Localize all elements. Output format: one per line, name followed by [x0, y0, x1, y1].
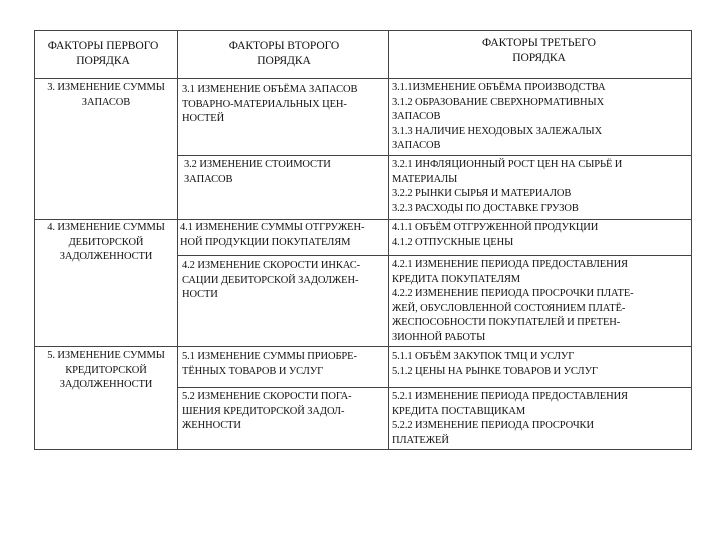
factor-5-2-second-order: 5.2 ИЗМЕНЕНИЕ СКОРОСТИ ПОГА- ШЕНИЯ КРЕДИТОРСКОЙ ЗАДОЛ- ЖЕННОСТИ: [182, 391, 352, 432]
factor-5-1-third-order: 5.1.1 ОБЪЁМ ЗАКУПОК ТМЦ И УСЛУГ 5.1.2 ЦЕНЫ НА РЫНКЕ ТОВАРОВ И УСЛУГ: [392, 351, 598, 377]
factor-3-2-second-order: 3.2 ИЗМЕНЕНИЕ СТОИМОСТИ ЗАПАСОВ: [184, 159, 331, 185]
header-divider: [34, 78, 692, 79]
row-3-subdivider: [177, 155, 692, 156]
factor-4-2-third-order: 4.2.1 ИЗМЕНЕНИЕ ПЕРИОДА ПРЕДОСТАВЛЕНИЯ КРЕДИТА ПОКУПАТЕЛЯМ 4.2.2 ИЗМЕНЕНИЕ ПЕРИОДА ПРОСРОЧКИ ПЛАТЕ- ЖЕЙ, ОБУСЛОВЛЕННОЙ СОСТОЯНИЕМ ПЛАТЁ- ЖЕСПОСОБНОСТИ ПОКУПАТЕЛЕЙ И ПРЕТЕН- ЗИОННОЙ РАБОТЫ: [392, 259, 634, 343]
factor-4-1-second-order: 4.1 ИЗМЕНЕНИЕ СУММЫ ОТГРУЖЕН- НОЙ ПРОДУКЦИИ ПОКУПАТЕЛЯМ: [180, 222, 365, 248]
factor-4-first-order: 4. ИЗМЕНЕНИЕ СУММЫ ДЕБИТОРСКОЙ ЗАДОЛЖЕННОСТИ: [47, 222, 165, 263]
factor-3-first-order: 3. ИЗМЕНЕНИЕ СУММЫ ЗАПАСОВ: [47, 82, 165, 108]
factor-5-first-order: 5. ИЗМЕНЕНИЕ СУММЫ КРЕДИТОРСКОЙ ЗАДОЛЖЕННОСТИ: [47, 350, 165, 391]
factor-3-2-third-order: 3.2.1 ИНФЛЯЦИОННЫЙ РОСТ ЦЕН НА СЫРЬЁ И МАТЕРИАЛЫ 3.2.2 РЫНКИ СЫРЬЯ И МАТЕРИАЛОВ 3.2.3 РАСХОДЫ ПО ДОСТАВКЕ ГРУЗОВ: [392, 159, 623, 214]
factor-3-1-third-order: 3.1.1ИЗМЕНЕНИЕ ОБЪЁМА ПРОИЗВОДСТВА 3.1.2 ОБРАЗОВАНИЕ СВЕРХНОРМАТИВНЫХ ЗАПАСОВ 3.1.3 НАЛИЧИЕ НЕХОДОВЫХ ЗАЛЕЖАЛЫХ ЗАПАСОВ: [392, 82, 606, 152]
table-border-top: [34, 30, 692, 31]
factor-4-1-third-order: 4.1.1 ОБЪЁМ ОТГРУЖЕННОЙ ПРОДУКЦИИ 4.1.2 ОТПУСКНЫЕ ЦЕНЫ: [392, 222, 599, 248]
header-third-order: ФАКТОРЫ ТРЕТЬЕГО ПОРЯДКА: [482, 36, 596, 64]
factor-5-1-second-order: 5.1 ИЗМЕНЕНИЕ СУММЫ ПРИОБРЕ- ТЁННЫХ ТОВАРОВ И УСЛУГ: [182, 351, 357, 377]
header-first-order: ФАКТОРЫ ПЕРВОГО ПОРЯДКА: [47, 39, 159, 67]
row-divider-4-5: [34, 346, 692, 347]
table-border-bottom: [34, 449, 692, 450]
factor-5-2-third-order: 5.2.1 ИЗМЕНЕНИЕ ПЕРИОДА ПРЕДОСТАВЛЕНИЯ КРЕДИТА ПОСТАВЩИКАМ 5.2.2 ИЗМЕНЕНИЕ ПЕРИОДА ПРОСРОЧКИ ПЛАТЕЖЕЙ: [392, 391, 628, 446]
factors-table: [34, 30, 692, 450]
row-5-subdivider: [177, 387, 692, 388]
factor-4-2-second-order: 4.2 ИЗМЕНЕНИЕ СКОРОСТИ ИНКАС- САЦИИ ДЕБИТОРСКОЙ ЗАДОЛЖЕН- НОСТИ: [182, 260, 361, 301]
row-4-subdivider: [177, 255, 692, 256]
factor-3-1-second-order: 3.1 ИЗМЕНЕНИЕ ОБЪЁМА ЗАПАСОВ ТОВАРНО-МАТЕРИАЛЬНЫХ ЦЕН- НОСТЕЙ: [182, 84, 358, 125]
row-divider-3-4: [34, 219, 692, 220]
header-second-order: ФАКТОРЫ ВТОРОГО ПОРЯДКА: [228, 39, 340, 67]
